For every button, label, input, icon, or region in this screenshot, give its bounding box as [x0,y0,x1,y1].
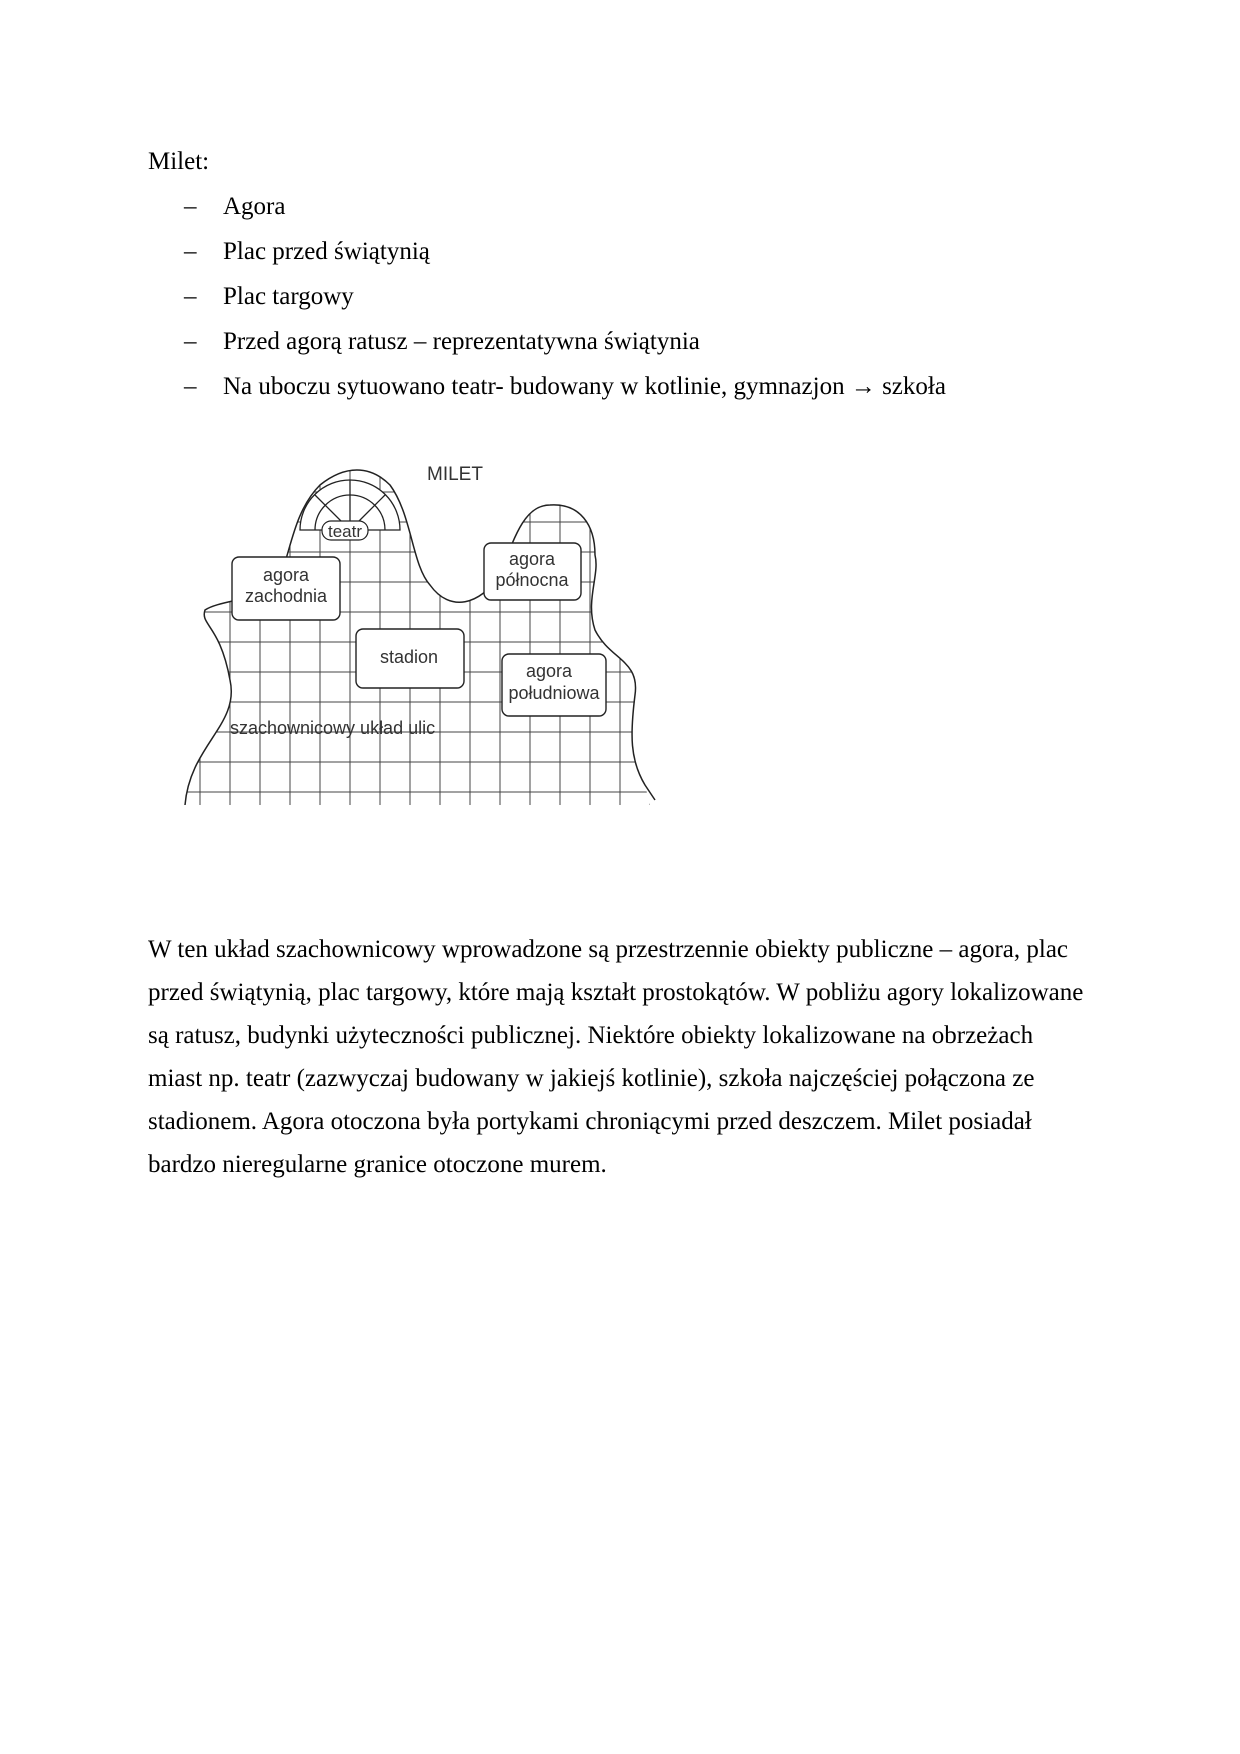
paragraph-line: W ten układ szachownicowy wprowadzone są przestrzennie obiekty publiczne – agora, plac [148,936,1069,963]
agora-poludniowa-label-2: południowa [508,683,600,703]
agora-zachodnia-label-1: agora [262,565,310,585]
bullet-dash: – [184,238,197,265]
bullet-text: Przed agorą ratusz – reprezentatywna świątynia [223,328,700,355]
bullet-text: Plac targowy [223,283,354,310]
map-title: MILET [427,464,483,485]
paragraph-line: stadionem. Agora otoczona była portykami chroniącymi przed deszczem. Milet posiadał [148,1108,1032,1135]
stadion-label: stadion [379,647,439,667]
map-caption: szachownicowy układ ulic [230,718,436,738]
bullet-text: Na uboczu sytuowano teatr- budowany w kotlinie, gymnazjon → szkoła [223,373,946,400]
agora-polnocna-label-1: agora [508,549,556,569]
paragraph-line: są ratusz, budynki użyteczności publicznej. Niektóre obiekty lokalizowane na obrzeżach [148,1022,1034,1049]
paragraph-line: przed świątynią, plac targowy, które mają kształt prostokątów. W pobliżu agory lokalizowane [148,979,1084,1006]
milet-map [150,455,750,835]
paragraph-line: bardzo nieregularne granice otoczone murem. [148,1151,607,1178]
agora-poludniowa-label-1: agora [525,661,573,681]
agora-polnocna-label-2: północna [495,570,569,590]
teatr-label: teatr [327,522,363,541]
bullet-dash: – [184,193,197,220]
bullet-dash: – [184,373,197,400]
agora-zachodnia-label-2: zachodnia [244,586,328,606]
bullet-text: Plac przed świątynią [223,238,430,265]
paragraph-line: miast np. teatr (zazwyczaj budowany w jakiejś kotlinie), szkoła najczęściej połączona ze [148,1065,1035,1092]
bullet-dash: – [184,283,197,310]
bullet-text: Agora [223,193,286,220]
milet-map-diagram [150,455,750,835]
body-paragraph [148,928,1108,1186]
bullet-dash: – [184,328,197,355]
heading: Milet: [148,148,210,175]
